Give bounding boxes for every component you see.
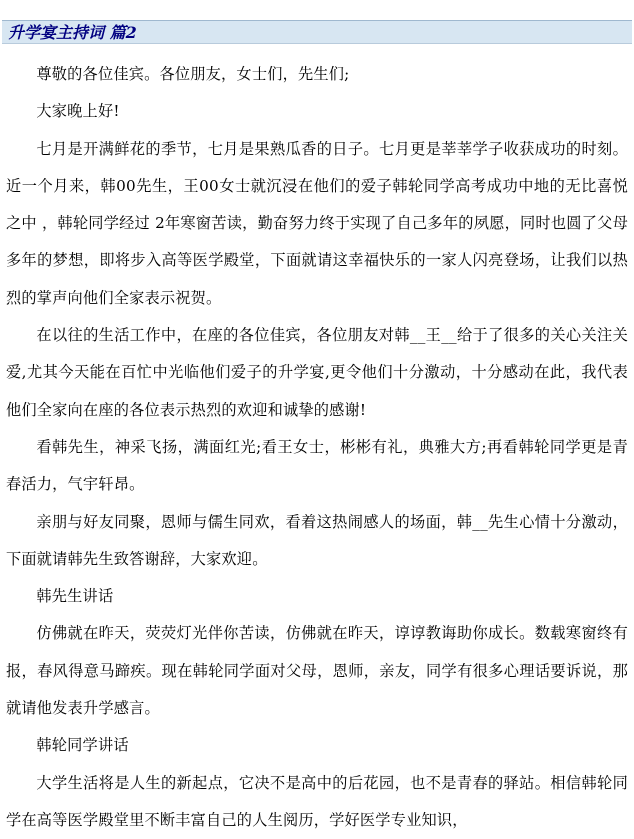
- paragraph-gathering: 亲朋与好友同聚，恩师与儒生同欢，看着这热闹感人的场面，韩__先生心情十分激动，下面就请韩先生致答谢辞，大家欢迎。: [6, 512, 628, 568]
- document-body: [6, 56, 628, 839]
- title-bar: [2, 20, 632, 44]
- page-title: 升学宴主持词 篇2: [8, 23, 137, 42]
- paragraph-mr-han-speech: 韩先生讲话: [36, 587, 114, 606]
- paragraph-good-evening: 大家晚上好!: [36, 102, 120, 121]
- paragraph-thanks: 在以往的生活工作中，在座的各位佳宾，各位朋友对韩__王__给于了很多的关心关注关爱,尤其今天能在百忙中光临他们爱子的升学宴,更令他们十分激动，十分感动在此，我代表他们全家向在座的各位表示热烈的欢迎和诚挚的感谢!: [6, 326, 628, 419]
- paragraph-july: 七月是开满鲜花的季节，七月是果熟瓜香的日子。七月更是莘莘学子收获成功的时刻。近一个月来，韩00先生，王00女士就沉浸在他们的爱子韩轮同学高考成功中地的无比喜悦之中 ，韩轮同学经过 2年寒窗苦读，勤奋努力终于实现了自己多年的夙愿，同时也圆了父母多年的梦想，即将步入高等医学殿堂，下面就请这幸福快乐的一家人闪亮登场，让我们以热烈的掌声向他们全家表示祝贺。: [6, 139, 628, 307]
- paragraph-university: 大学生活将是人生的新起点，它决不是高中的后花园，也不是青春的驿站。相信韩轮同学在高等医学殿堂里不断丰富自己的人生阅历，学好医学专业知识，: [6, 773, 628, 829]
- paragraph-student-speech: 韩轮同学讲话: [36, 736, 129, 755]
- paragraph-greeting: 尊敬的各位佳宾。各位朋友，女士们，先生们;: [36, 65, 350, 83]
- paragraph-family: 看韩先生，神采飞扬，满面红光;看王女士，彬彬有礼，典雅大方;再看韩轮同学更是青春活力，气宇轩昂。: [6, 437, 628, 494]
- paragraph-memories: 仿佛就在昨天，荧荧灯光伴你苦读，仿佛就在昨天，谆谆教诲助你成长。数载寒窗终有报，春风得意马蹄疾。现在韩轮同学面对父母，恩师，亲友，同学有很多心理话要诉说，那就请他发表升学感言。: [6, 624, 628, 718]
